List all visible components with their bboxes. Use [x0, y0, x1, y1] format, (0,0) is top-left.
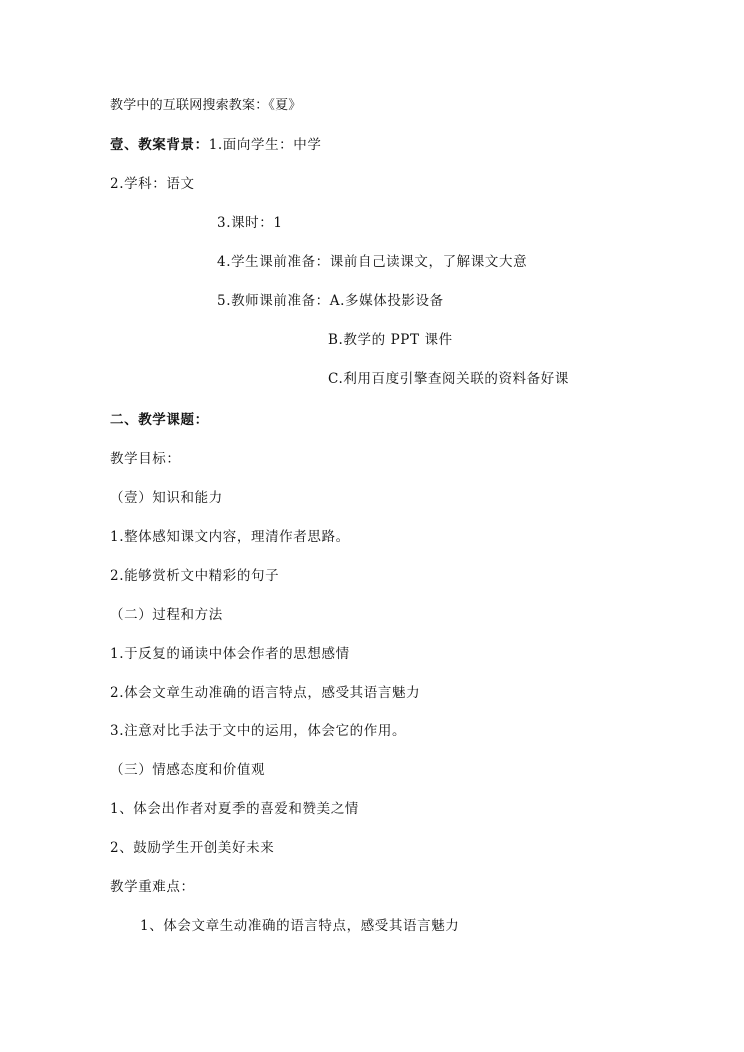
section1-row: [110, 136, 321, 154]
sub2-item: 3.注意对比手法于文中的运用，体会它的作用。: [110, 723, 407, 739]
sub1-item: 1.整体感知课文内容，理清作者思路。: [110, 529, 350, 545]
sub3-item: 2、鼓励学生开创美好未来: [110, 840, 275, 856]
sub1-heading: （壹）知识和能力: [110, 490, 223, 506]
section1-line6: B.教学的 PPT 课件: [328, 332, 453, 348]
section1-line7: C.利用百度引擎查阅关联的资料备好课: [328, 371, 569, 387]
section1-line1: 1.面向学生：中学: [208, 137, 322, 153]
section1-line3: 3.课时：1: [217, 215, 283, 231]
section2-heading: 二、教学课题：: [110, 412, 209, 428]
sub2-item: 1.于反复的诵读中体会作者的思想感情: [110, 646, 350, 662]
section1-line4: 4.学生课前准备：课前自己读课文，了解课文大意: [217, 254, 528, 270]
section1-line5: 5.教师课前准备：A.多媒体投影设备: [217, 293, 444, 309]
sub3-item: 1、体会出作者对夏季的喜爱和赞美之情: [110, 801, 359, 817]
sub3-heading: （三）情感态度和价值观: [110, 762, 266, 778]
sub2-heading: （二）过程和方法: [110, 607, 223, 623]
goals-label: 教学目标：: [110, 451, 181, 467]
sub2-item: 2.体会文章生动准确的语言特点，感受其语言魅力: [110, 685, 421, 701]
section1-heading: 壹、教案背景：: [110, 137, 209, 153]
key-points-label: 教学重难点：: [110, 879, 195, 895]
section1-line2: 2.学科：语文: [110, 176, 195, 192]
sub1-item: 2.能够赏析文中精彩的句子: [110, 568, 280, 584]
key-points-item: 1、体会文章生动准确的语言特点，感受其语言魅力: [140, 918, 460, 934]
document-title: 教学中的互联网搜索教案：《夏》: [110, 98, 302, 113]
